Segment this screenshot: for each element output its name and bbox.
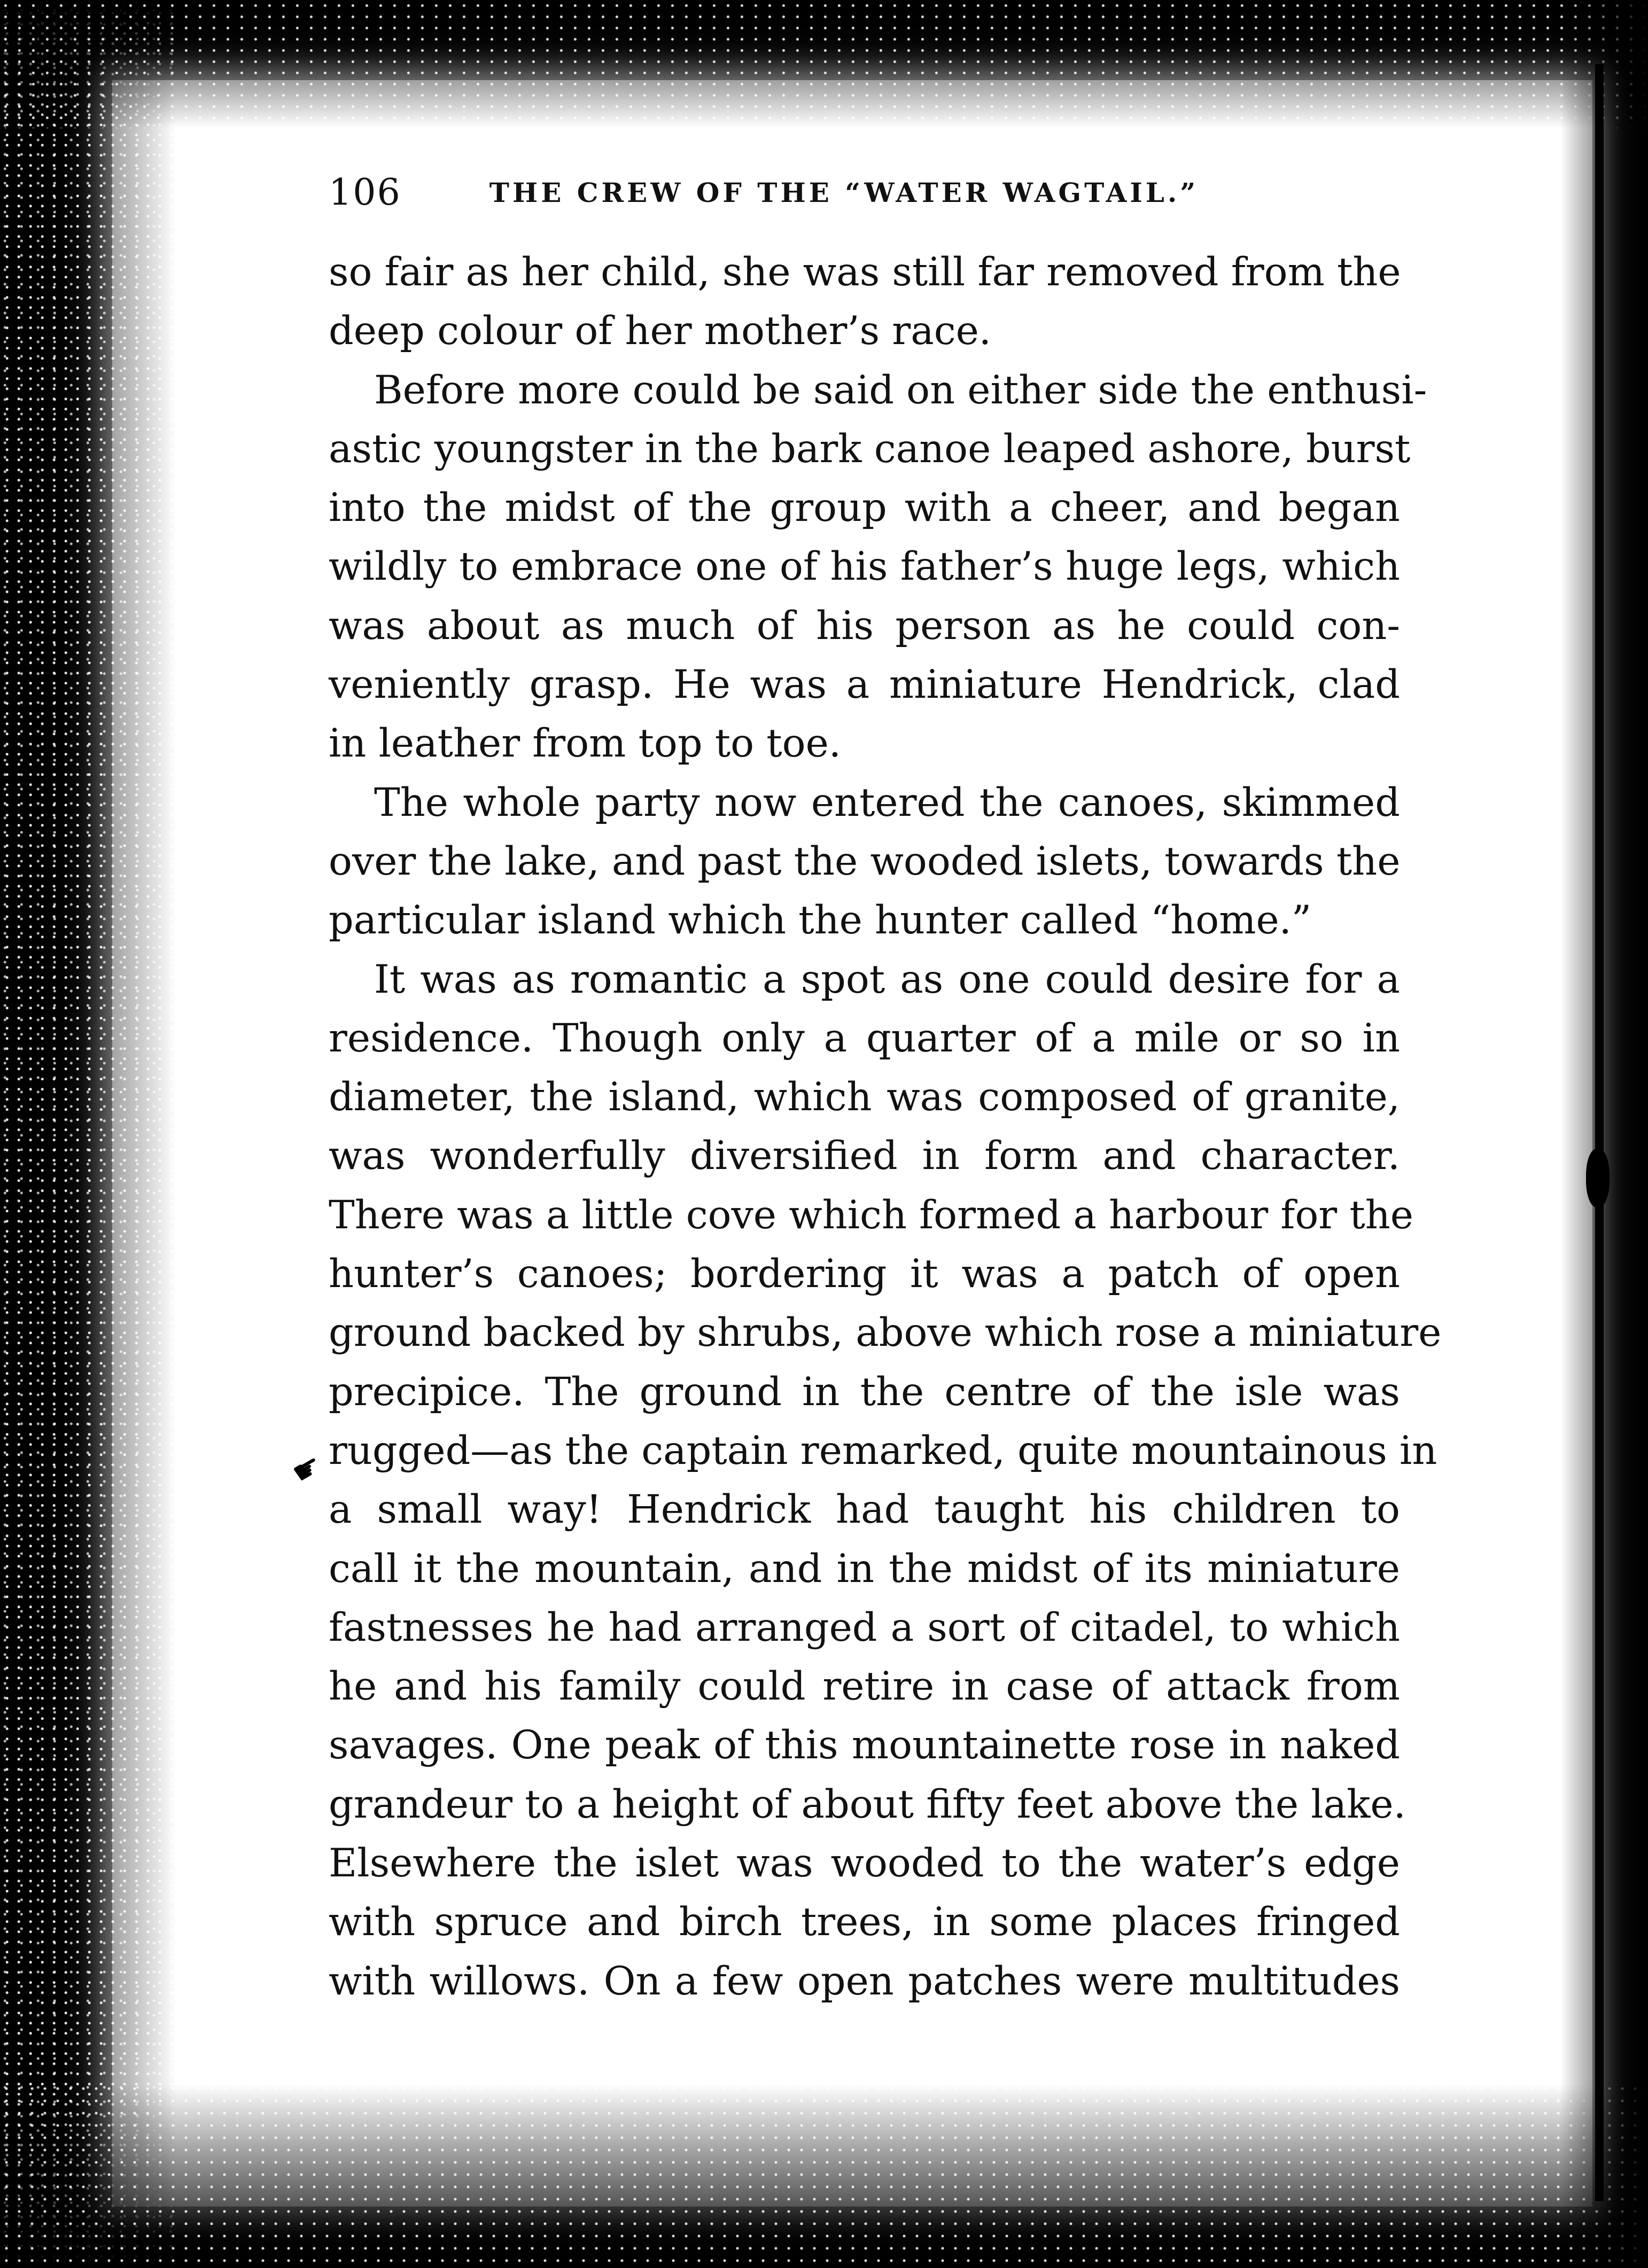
- page-number: 106: [329, 171, 401, 214]
- text-line: The whole party now entered the canoes, skimmed: [374, 780, 1400, 825]
- text-line: fastnesses he had arranged a sort of citadel, to which: [329, 1604, 1400, 1650]
- text-line: particular island which the hunter called “home.”: [329, 898, 1312, 944]
- body-text: [329, 243, 1442, 2011]
- text-line: over the lake, and past the wooded islets, towards the: [329, 838, 1401, 884]
- text-line: in leather from top to toe.: [329, 721, 841, 767]
- text-line: It was as romantic a spot as one could desire for a: [374, 956, 1400, 1002]
- text-line: into the midst of the group with a cheer, and began: [329, 485, 1400, 531]
- text-line: precipice. The ground in the centre of the isle was: [329, 1369, 1400, 1415]
- text-line: wildly to embrace one of his father’s huge legs, which: [329, 544, 1400, 590]
- text-line: diameter, the island, which was composed of granite,: [329, 1074, 1400, 1120]
- text-line: a small way! Hendrick had taught his children to: [329, 1487, 1400, 1533]
- text-line: There was a little cove which formed a harbour for the: [329, 1192, 1413, 1238]
- text-line: residence. Though only a quarter of a mile or so in: [329, 1015, 1400, 1061]
- pointing-hand-icon: ☛: [285, 1446, 329, 1493]
- text-line: was about as much of his person as he could con-: [329, 603, 1400, 649]
- text-line: veniently grasp. He was a miniature Hendrick, clad: [329, 662, 1400, 708]
- text-line: ground backed by shrubs, above which rose a miniature: [329, 1310, 1442, 1356]
- text-line: hunter’s canoes; bordering it was a patch of open: [329, 1251, 1400, 1297]
- binding-edge: [1595, 64, 1604, 2201]
- text-line: was wonderfully diversified in form and character.: [329, 1133, 1400, 1179]
- text-line: savages. One peak of this mountainette rose in naked: [329, 1723, 1400, 1768]
- page-header: [329, 163, 1248, 222]
- text-line: call it the mountain, and in the midst of its miniature: [329, 1546, 1400, 1592]
- text-line: so fair as her child, she was still far removed from the: [329, 250, 1401, 295]
- text-line: Elsewhere the islet was wooded to the water’s edge: [329, 1841, 1400, 1887]
- text-line: with spruce and birch trees, in some places fringed: [329, 1899, 1400, 1945]
- text-line: grandeur to a height of about fifty feet above the lake.: [329, 1781, 1406, 1827]
- text-line: deep colour of her mother’s race.: [329, 308, 992, 354]
- text-line: Before more could be said on either side the enthusi-: [374, 367, 1427, 413]
- text-line: rugged—as the captain remarked, quite mountainous in: [329, 1428, 1437, 1474]
- running-head: THE CREW OF THE “WATER WAGTAIL.”: [489, 176, 1199, 208]
- text-line: he and his family could retire in case of attack from: [329, 1664, 1400, 1710]
- text-line: astic youngster in the bark canoe leaped ashore, burst: [329, 426, 1411, 472]
- binding-blot: [1586, 1149, 1610, 1207]
- text-line: with willows. On a few open patches were multitudes: [329, 1958, 1400, 2004]
